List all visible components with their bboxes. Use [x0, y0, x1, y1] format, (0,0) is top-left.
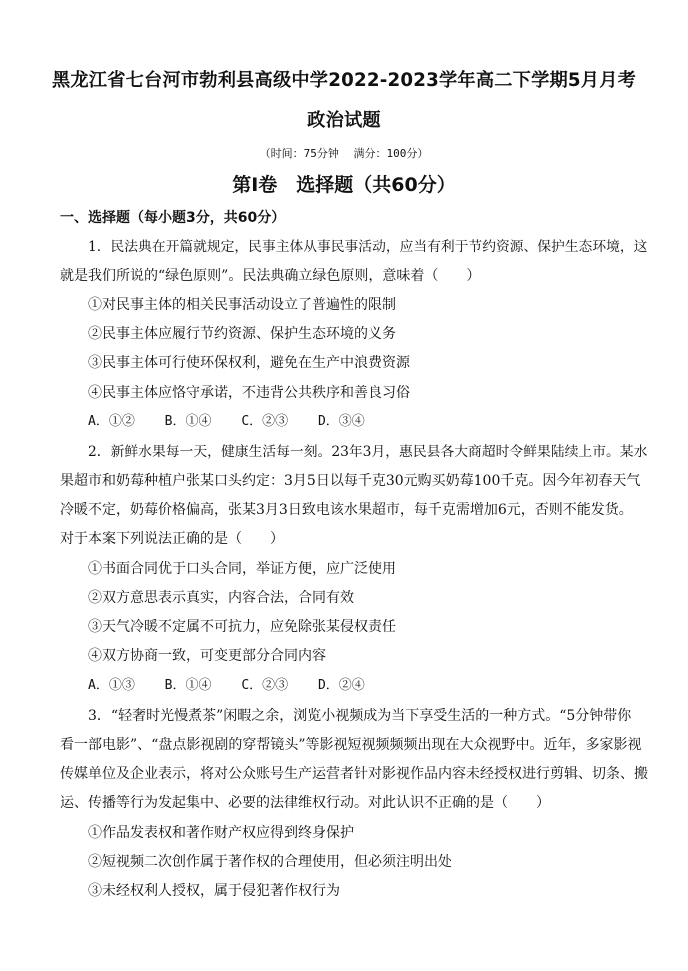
question-3-line-1: 3．“轻奢时光慢煮茶”闲暇之余，浏览小视频成为当下享受生活的一种方式。“5分钟带你: [88, 708, 632, 724]
question-2-line-3: 冷暖不定，奶莓价格偏高，张某3月3日致电该水果超市，每千克需增加6元，否则不能发货。: [60, 502, 633, 518]
choice-c: C．②③: [241, 678, 289, 693]
choice-a: A．①③: [88, 678, 135, 693]
question-3-option-1: ①作品发表权和著作财产权应得到终身保护: [88, 825, 354, 841]
question-2-option-2: ②双方意思表示真实，内容合法，合同有效: [88, 590, 354, 606]
choice-b: B．①④: [164, 678, 212, 693]
question-2-line-1: 2．新鲜水果每一天，健康生活每一刻。23年3月，惠民县各大商超时令鲜果陆续上市。某水: [88, 444, 648, 460]
exam-time: （时间：75分钟: [259, 147, 339, 160]
question-2-choices: [88, 677, 387, 695]
question-1-option-4: ④民事主体应恪守承诺，不违背公共秩序和善良习俗: [88, 385, 410, 401]
part-heading: 一、选择题（每小题3分，共60分）: [60, 210, 286, 226]
question-2-option-1: ①书面合同优于口头合同，举证方便，应广泛使用: [88, 561, 396, 577]
question-3-line-3: 传媒单位及企业表示，将对公众账号生产运营者针对影视作品内容未经授权进行剪辑、切条、搬: [60, 766, 648, 782]
question-1-option-2: ②民事主体应履行节约资源、保护生态环境的义务: [88, 326, 396, 342]
choice-c: C．②③: [241, 414, 289, 429]
question-1-choices: [88, 413, 387, 431]
exam-info: [0, 145, 688, 161]
question-1-line-2: 就是我们所说的“绿色原则”。民法典确立绿色原则，意味着（ ）: [60, 268, 481, 284]
document-title-line2: 政治试题: [307, 110, 381, 131]
question-2-line-2: 果超市和奶莓种植户张某口头约定：3月5日以每千克30元购买奶莓100千克。因今年初春天气: [60, 473, 641, 489]
section-heading: 第Ⅰ卷 选择题（共60分）: [232, 174, 456, 196]
question-3-line-4: 运、传播等行为发起集中、必要的法律维权行动。对此认识不正确的是（ ）: [60, 795, 550, 811]
exam-score: 满分：100分）: [353, 147, 429, 160]
question-1-option-1: ①对民事主体的相关民事活动设立了普遍性的限制: [88, 297, 396, 313]
choice-b: B．①④: [164, 414, 212, 429]
question-2-option-4: ④双方协商一致，可变更部分合同内容: [88, 648, 326, 664]
question-3-option-3: ③未经权利人授权，属于侵犯著作权行为: [88, 883, 340, 899]
choice-d: D．②④: [317, 678, 365, 693]
question-2-option-3: ③天气冷暖不定属不可抗力，应免除张某侵权责任: [88, 619, 396, 635]
choice-a: A．①②: [88, 414, 135, 429]
question-1-line-1: 1．民法典在开篇就规定，民事主体从事民事活动，应当有利于节约资源、保护生态环境，这: [88, 239, 648, 255]
question-3-line-2: 看一部电影”、“盘点影视剧的穿帮镜头”等影视短视频频频出现在大众视野中。近年，多家影视: [60, 737, 642, 753]
question-2-line-4: 对于本案下列说法正确的是（ ）: [60, 531, 284, 547]
choice-d: D．③④: [317, 414, 365, 429]
question-1-option-3: ③民事主体可行使环保权利，避免在生产中浪费资源: [88, 355, 410, 371]
document-title-line1: 黑龙江省七台河市勃利县高级中学2022-2023学年高二下学期5月月考: [51, 70, 637, 91]
question-3-option-2: ②短视频二次创作属于著作权的合理使用，但必须注明出处: [88, 854, 452, 870]
